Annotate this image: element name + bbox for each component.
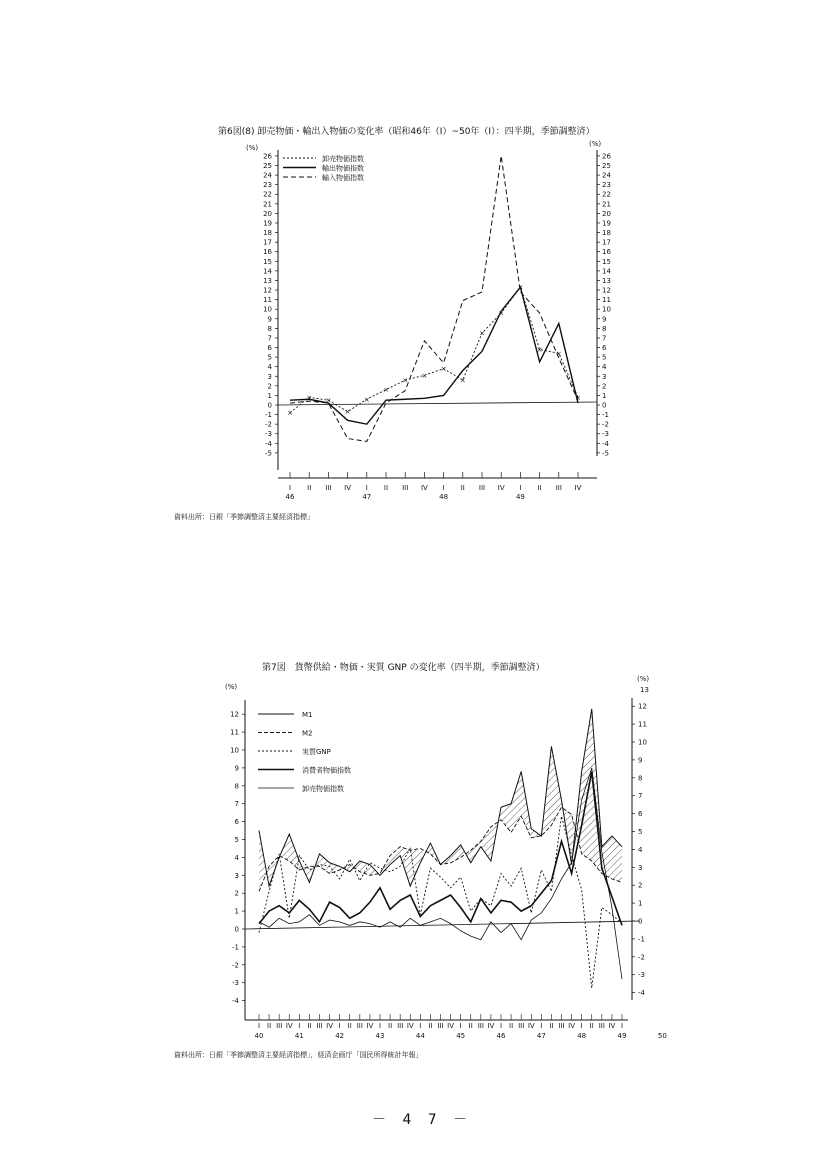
figure-6-left-tick-label: 24 — [263, 171, 272, 180]
figure-7-x-tick-label: IV — [447, 1022, 455, 1030]
figure-6-point-marker: × — [421, 371, 428, 380]
figure-7-x-tick-label: II — [428, 1022, 433, 1030]
figure-6-right-tick-label: 22 — [602, 190, 611, 199]
figure-7-left-tick-label: -1 — [232, 943, 239, 952]
figure-6-year-label: 49 — [515, 493, 525, 501]
figure-6 — [174, 125, 611, 521]
figure-6-point-marker: × — [536, 345, 543, 354]
figure-6-left-tick-label: 26 — [263, 152, 272, 161]
figure-6-left-tick-label: 4 — [267, 363, 272, 372]
figure-7-year-label: 46 — [496, 1032, 506, 1040]
figure-7-left-tick-label: 7 — [234, 800, 239, 809]
figure-7-left-tick-label: 11 — [230, 728, 239, 737]
figure-7-right-tick-label: 11 — [638, 720, 647, 729]
figure-7-x-tick-label: II — [468, 1022, 473, 1030]
figure-6-source: 資料出所：日銀「季節調整済主要経済指標」 — [174, 513, 314, 521]
figure-7-left-tick-label: 5 — [234, 836, 239, 844]
figure-7-x-tick-label: III — [598, 1022, 605, 1030]
figure-6-left-tick-label: 9 — [267, 315, 272, 324]
figure-6-left-tick-label: 13 — [263, 276, 272, 285]
figure-7-x-tick-label: IV — [527, 1022, 535, 1030]
figure-6-left-tick-label: 18 — [263, 229, 272, 238]
figure-6-left-tick-label: 11 — [263, 296, 272, 305]
figure-6-right-tick-label: 3 — [602, 372, 607, 381]
figure-6-right-tick-label: 23 — [602, 181, 611, 190]
figure-7-right-unit: (%) — [637, 675, 650, 683]
figure-7-source: 資料出所：日銀「季節調整済主要経済指標」，経済企画庁「国民所得統計年報」 — [174, 1051, 423, 1059]
figure-6-year-label: 48 — [439, 493, 449, 501]
figure-7-right-tick-label: -4 — [638, 989, 645, 998]
figure-7-right-tick-label: -1 — [638, 935, 645, 944]
figure-7-year-label: 44 — [415, 1032, 425, 1040]
figure-7-right-tick-label: 2 — [638, 881, 643, 890]
figure-7-x-tick-label: I — [459, 1022, 462, 1030]
figure-6-x-tick-label: II — [383, 484, 389, 492]
figure-7-right-tick-label: -3 — [638, 971, 645, 980]
figure-7 — [174, 661, 667, 1060]
figure-7-left-tick-label: 6 — [234, 818, 239, 827]
figure-7-zero-line — [245, 921, 640, 929]
figure-7-x-tick-label: III — [356, 1022, 363, 1030]
figure-6-right-tick-label: 7 — [602, 334, 607, 343]
figure-7-legend-label: 卸売物価指数 — [302, 785, 344, 793]
figure-7-right-tick-label: 3 — [638, 863, 643, 872]
figure-6-x-tick-label: III — [325, 484, 332, 492]
figure-7-x-tick-label: IV — [326, 1022, 334, 1030]
figure-6-left-tick-label: 17 — [263, 238, 272, 247]
figure-7-year-label: 49 — [617, 1032, 627, 1040]
figure-7-x-tick-label: III — [437, 1022, 444, 1030]
figure-6-right-tick-label: 10 — [602, 305, 611, 314]
figure-6-right-tick-label: 6 — [602, 344, 607, 353]
figure-6-right-tick-label: 24 — [602, 171, 611, 180]
figure-7-legend — [258, 711, 351, 793]
figure-6-series-line — [290, 287, 578, 412]
figure-7-x-tick-label: II — [549, 1022, 554, 1030]
figure-7-left-tick-label: 1 — [234, 907, 239, 916]
figure-6-right-tick-label: 18 — [602, 229, 611, 238]
figure-7-x-tick-label: III — [518, 1022, 525, 1030]
figure-6-left-tick-label: 20 — [263, 209, 272, 218]
figure-6-x-tick-label: I — [288, 484, 292, 492]
figure-7-x-tick-label: III — [316, 1022, 323, 1030]
figure-7-right-tick-label: 5 — [638, 828, 643, 836]
figure-7-left-tick-label: 12 — [230, 710, 239, 719]
figure-7-x-tick-label: IV — [568, 1022, 576, 1030]
figure-6-right-tick-label: 2 — [602, 382, 607, 391]
figure-7-left-tick-label: 8 — [234, 782, 239, 791]
figure-6-point-marker: × — [440, 365, 447, 374]
figure-6-year-label: 46 — [285, 493, 295, 501]
figure-6-left-tick-label: 8 — [267, 324, 272, 333]
figure-6-right-tick-label: 20 — [602, 209, 611, 218]
figure-6-left-tick-label: 23 — [263, 181, 272, 190]
figure-6-point-marker: × — [459, 376, 466, 385]
figure-7-left-tick-label: 0 — [234, 925, 239, 934]
figure-6-plot — [287, 156, 581, 441]
figure-7-left-tick-label: -2 — [232, 961, 239, 970]
figure-7-x-tick-label: III — [558, 1022, 565, 1030]
figure-6-right-tick-label: 16 — [602, 248, 611, 257]
figure-7-left-tick-label: 3 — [234, 871, 239, 880]
figure-7-right-tick-label: 6 — [638, 810, 643, 819]
figure-6-left-unit: (%) — [246, 144, 259, 152]
figure-6-point-marker: × — [517, 283, 524, 292]
figure-6-title: 第6図(8) 卸売物価・輸出入物価の変化率（昭和46年（I）~50年（I）：四半期，季節調整済） — [218, 127, 595, 137]
figure-6-right-tick-label: -5 — [602, 449, 609, 458]
figure-6-left-tick-label: 14 — [263, 267, 272, 276]
figure-6-right-tick-label: 26 — [602, 152, 611, 161]
figure-6-left-tick-label: 7 — [267, 334, 272, 343]
figure-7-series-line — [259, 768, 622, 979]
figure-6-right-tick-label: -2 — [602, 420, 609, 429]
figure-6-right-tick-label: 4 — [602, 363, 607, 372]
figure-7-year-label: 40 — [254, 1032, 264, 1040]
figure-7-x-tick-label: I — [378, 1022, 382, 1030]
figure-6-right-tick-label: 15 — [602, 257, 611, 266]
figure-6-point-marker: × — [325, 396, 332, 405]
figure-6-left-tick-label: -3 — [265, 430, 272, 439]
figure-7-x-tick-label: I — [580, 1022, 583, 1030]
figure-6-legend — [283, 154, 364, 182]
figure-7-x-tick-label: II — [267, 1022, 272, 1030]
page-number: － 4 7 － — [372, 1112, 474, 1128]
figure-6-left-tick-label: 12 — [263, 286, 272, 295]
figure-7-x-tick-label: II — [509, 1022, 514, 1030]
figure-7-x-tick-label: III — [477, 1022, 484, 1030]
figure-7-x-tick-label: I — [540, 1022, 543, 1030]
figure-6-right-unit: (%) — [589, 140, 602, 148]
figure-6-left-tick-label: 16 — [263, 248, 272, 257]
figure-7-year-label: 42 — [335, 1032, 345, 1040]
figure-7-year-label: 41 — [294, 1032, 304, 1040]
figure-7-left-unit: (%) — [225, 683, 238, 691]
figure-6-left-tick-label: -1 — [265, 411, 272, 420]
figure-6-left-tick-label: -4 — [265, 439, 272, 448]
figure-6-left-tick-label: 1 — [267, 391, 272, 400]
figure-6-left-tick-label: 5 — [267, 353, 272, 362]
figure-6-right-tick-label: 11 — [602, 296, 611, 305]
figure-6-right-tick-label: 25 — [602, 162, 611, 170]
figure-6-series-line — [290, 156, 578, 441]
figure-7-right-tick-label: 7 — [638, 792, 643, 801]
figure-7-title: 第7図 貨幣供給・物価・実質 GNP の変化率（四半期，季節調整済） — [262, 663, 545, 673]
figure-7-x-tick-label: I — [620, 1022, 624, 1030]
figure-6-point-marker: × — [479, 329, 485, 338]
figure-7-right-tick-label: 0 — [638, 917, 643, 926]
figure-7-right-tick-label: 8 — [638, 774, 643, 783]
figure-7-left-tick-label: 9 — [234, 764, 239, 773]
figure-6-x-tick-label: IV — [574, 484, 582, 492]
figure-6-x-tick-label: IV — [420, 484, 428, 492]
figure-7-year-label: 47 — [536, 1032, 546, 1040]
figure-6-x-tick-label: I — [442, 484, 445, 492]
figure-6-left-tick-label: -5 — [265, 449, 272, 458]
figure-7-left-tick-label: 2 — [234, 889, 239, 898]
figure-7-x-tick-label: II — [388, 1022, 393, 1030]
figure-7-x-tick-label: I — [499, 1022, 503, 1030]
figure-6-left-tick-label: 25 — [263, 162, 272, 170]
figure-7-x-tick-label: I — [257, 1022, 261, 1030]
figure-7-right-tick-label: 10 — [638, 738, 647, 747]
figure-6-point-marker: × — [402, 376, 409, 385]
figure-7-year-label: 45 — [456, 1032, 466, 1040]
figure-6-left-tick-label: -2 — [265, 420, 272, 429]
figure-7-x-tick-label: II — [347, 1022, 352, 1030]
figure-6-left-tick-label: 22 — [263, 190, 272, 199]
figure-7-legend-label: M1 — [302, 711, 313, 719]
figure-7-x-tick-label: IV — [285, 1022, 293, 1030]
figure-6-left-tick-label: 15 — [263, 257, 272, 266]
figure-7-legend-label: M2 — [302, 729, 313, 738]
figure-7-x-tick-label: IV — [608, 1022, 616, 1030]
figure-6-right-tick-label: 8 — [602, 324, 607, 333]
figure-7-right-tick-label: 9 — [638, 756, 643, 765]
figure-7-x-tick-label: I — [298, 1022, 301, 1030]
figure-7-x-tick-label: I — [419, 1022, 422, 1030]
figure-6-right-tick-label: -3 — [602, 430, 609, 439]
figure-7-x-tick-label: II — [307, 1022, 312, 1030]
figure-6-right-tick-label: 14 — [602, 267, 611, 276]
figure-6-x-tick-label: III — [402, 484, 409, 492]
figure-6-left-tick-label: 21 — [263, 200, 272, 209]
figure-6-right-tick-label: 19 — [602, 219, 611, 228]
figure-7-year-label: 48 — [577, 1032, 587, 1040]
figure-6-left-tick-label: 6 — [267, 344, 272, 353]
figure-7-x-tick-label: IV — [366, 1022, 374, 1030]
figure-6-x-tick-label: III — [555, 484, 562, 492]
figure-7-right-top-label: 13 — [640, 686, 649, 694]
figure-7-x-tick-label: I — [338, 1022, 341, 1030]
figure-6-right-tick-label: 9 — [602, 315, 607, 324]
figure-7-left-tick-label: -4 — [232, 997, 239, 1006]
figure-7-x-tick-label: III — [397, 1022, 404, 1030]
figure-6-right-tick-label: 0 — [602, 401, 607, 410]
figure-6-right-tick-label: 21 — [602, 200, 611, 209]
figure-7-right-tick-label: -2 — [638, 953, 645, 962]
figure-6-right-tick-label: 17 — [602, 238, 611, 247]
figure-6-left-tick-label: 3 — [267, 372, 272, 381]
figure-7-x-tick-label: IV — [406, 1022, 414, 1030]
figure-6-x-tick-label: IV — [344, 484, 352, 492]
figure-6-point-marker: × — [498, 309, 505, 318]
figure-7-year-label: 50 — [657, 1032, 667, 1040]
figure-6-year-label: 47 — [362, 493, 372, 501]
figure-7-left-tick-label: -3 — [232, 979, 239, 988]
figure-6-point-marker: × — [344, 408, 351, 417]
figure-6-point-marker: × — [287, 409, 293, 418]
figure-7-x-tick-label: II — [589, 1022, 594, 1030]
figure-6-x-tick-label: I — [365, 484, 368, 492]
figure-7-legend-label: 消費者物価指数 — [302, 766, 351, 775]
figure-6-right-tick-label: 1 — [602, 391, 607, 400]
figure-6-point-marker: × — [555, 349, 562, 358]
figure-6-right-tick-label: 13 — [602, 276, 611, 285]
figure-6-right-tick-label: -1 — [602, 411, 609, 420]
figure-6-point-marker: × — [363, 395, 370, 404]
figure-7-x-tick-label: III — [276, 1022, 283, 1030]
figure-7-series-line — [259, 771, 622, 925]
figure-6-left-tick-label: 2 — [267, 382, 272, 391]
figure-6-x-tick-label: II — [537, 484, 542, 492]
figure-6-right-tick-label: -4 — [602, 439, 609, 448]
figure-7-right-tick-label: 12 — [638, 702, 647, 711]
figure-7-x-tick-label: IV — [487, 1022, 495, 1030]
figure-6-point-marker: × — [575, 393, 581, 402]
figure-7-left-tick-label: 10 — [230, 746, 239, 755]
figure-6-legend-label: 輸出物価指数 — [322, 164, 364, 173]
figure-7-year-label: 43 — [375, 1032, 385, 1040]
figure-6-right-tick-label: 5 — [602, 353, 607, 362]
figure-6-right-tick-label: 12 — [602, 286, 611, 295]
figure-6-left-tick-label: 19 — [263, 219, 272, 228]
figure-6-x-tick-label: II — [460, 484, 465, 492]
figure-6-x-tick-label: II — [307, 484, 312, 492]
figure-6-left-tick-label: 10 — [263, 305, 272, 314]
figure-6-left-tick-label: 0 — [267, 401, 272, 410]
figure-6-x-tick-label: I — [519, 484, 522, 492]
figure-6-legend-label: 卸売物価指数 — [322, 155, 364, 163]
figure-6-legend-label: 輸入物価指数 — [322, 174, 364, 182]
figure-6-point-marker: × — [306, 393, 313, 402]
figure-7-legend-label: 実質GNP — [302, 748, 331, 756]
figure-6-x-tick-label: III — [478, 484, 486, 492]
figure-7-left-tick-label: 4 — [234, 853, 239, 862]
figure-7-right-tick-label: 1 — [638, 899, 643, 908]
figure-6-x-tick-label: IV — [497, 484, 505, 492]
figure-7-right-tick-label: 4 — [638, 845, 643, 854]
figure-6-point-marker: × — [383, 386, 389, 395]
